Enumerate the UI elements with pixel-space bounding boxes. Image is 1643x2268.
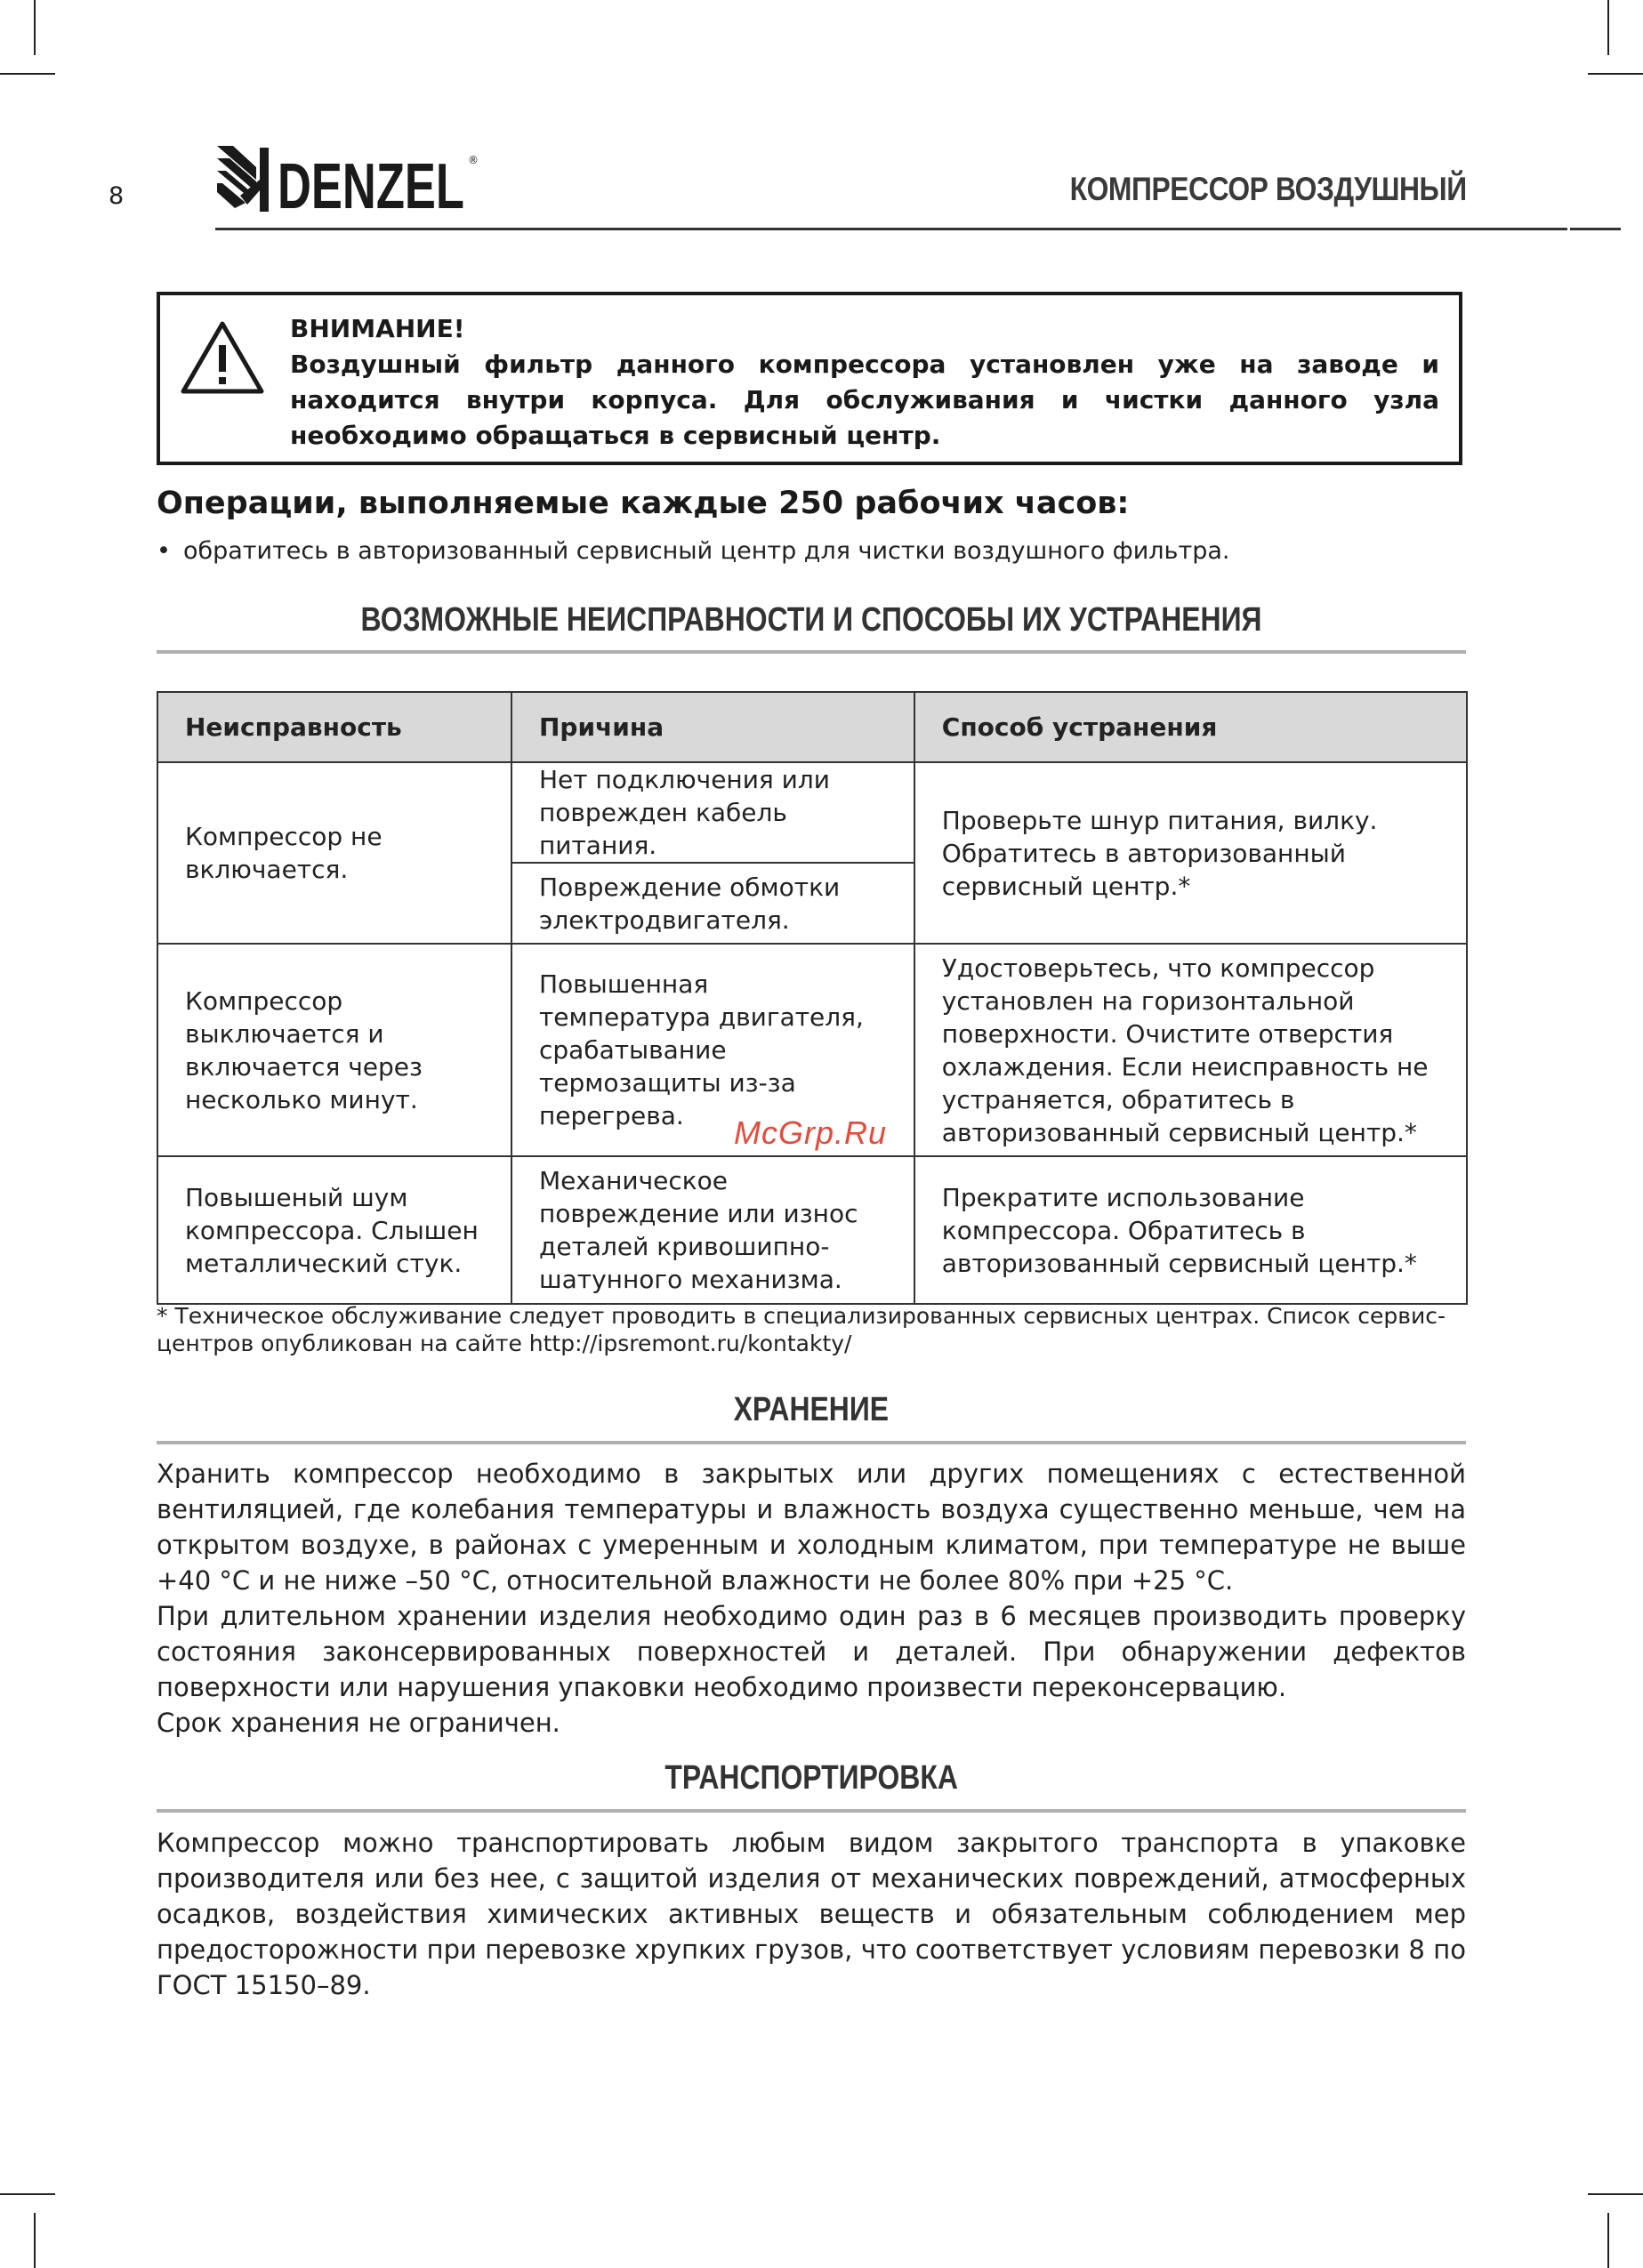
warning-text-block	[290, 311, 1439, 454]
warning-message: Воздушный фильтр данного компрессора установлен уже на заводе и находится внутри корпуса. Для обслуживания и чистки данного узла необходимо обращаться в сервисный центр.	[290, 350, 1439, 450]
section-rule	[157, 1809, 1466, 1813]
storage-title-text: ХРАНЕНИЕ	[733, 1391, 890, 1428]
storage-section-title	[157, 1391, 1466, 1429]
page-number: 8	[109, 182, 125, 210]
faults-title-text: ВОЗМОЖНЫЕ НЕИСПРАВНОСТИ И СПОСОБЫ ИХ УСТРАНЕНИЯ	[360, 601, 1262, 639]
cause-cell: Повреждение обмотки электродвигателя.	[511, 863, 914, 944]
crop-mark	[34, 2213, 36, 2268]
list-item	[157, 537, 1229, 565]
transport-section-title	[157, 1759, 1466, 1798]
list-item-text: обратитесь в авторизованный сервисный центр для чистки воздушного фильтра.	[182, 537, 1230, 565]
warning-triangle-icon	[180, 318, 265, 397]
storage-text	[157, 1456, 1466, 1741]
crop-mark	[1588, 2193, 1643, 2195]
crop-mark	[0, 2193, 55, 2195]
cause-cell: Повышенная температура двигателя, срабатывание термозащиты из-за перегрева.	[511, 944, 914, 1156]
svg-text:DENZEL: DENZEL	[278, 151, 464, 221]
column-header: Причина	[511, 692, 914, 762]
header-title: КОМПРЕССОР ВОЗДУШНЫЙ	[1069, 171, 1467, 207]
crop-mark	[1607, 0, 1609, 55]
header-rule	[215, 228, 1567, 230]
transport-title-text: ТРАНСПОРТИРОВКА	[664, 1759, 958, 1797]
faults-section-title	[157, 601, 1466, 639]
crop-mark	[1607, 2213, 1609, 2268]
remedy-cell: Прекратите использование компрессора. Обратитесь в авторизованный сервисный центр.*	[914, 1156, 1467, 1304]
paragraph: При длительном хранении изделия необходимо один раз в 6 месяцев производить проверку состояния законсервированных поверхностей и деталей. При обнаружении дефектов поверхности или нарушения упаковки необходимо произвести переконсервацию.	[157, 1601, 1466, 1702]
section-rule	[157, 1441, 1466, 1444]
problem-cell: Компрессор выключается и включается через несколько минут.	[157, 944, 511, 1156]
problem-cell: Повышеный шум компрессора. Слышен металлический стук.	[157, 1156, 511, 1304]
cause-cell: Нет подключения или поврежден кабель питания.	[511, 762, 914, 863]
paragraph: Хранить компрессор необходимо в закрытых или других помещениях с естественной вентиляцией, где колебания температуры и влажность воздуха существенно меньше, чем на открытом воздухе, в районах с умеренным и холодным климатом, при температуре не выше +40 °С и не ниже –50 °С, относительной влажности не более 80% при +25 °С.	[157, 1459, 1466, 1596]
column-header: Способ устранения	[914, 692, 1467, 762]
denzel-logo	[213, 141, 480, 221]
paragraph: Срок хранения не ограничен.	[157, 1708, 560, 1738]
table-row	[157, 762, 1467, 863]
table-header-row	[157, 692, 1467, 762]
faults-table	[157, 691, 1468, 1305]
table-row	[157, 1156, 1467, 1304]
column-header: Неисправность	[157, 692, 511, 762]
logo-emblem-icon	[217, 146, 269, 212]
operations-heading: Операции, выполняемые каждые 250 рабочих часов:	[157, 486, 1130, 521]
remedy-cell: Удостоверьтесь, что компрессор установлен на горизонтальной поверхности. Очистите отверстия охлаждения. Если неисправность не устраняется, обратитесь в авторизованный сервисный центр.*	[914, 944, 1467, 1156]
section-rule	[157, 650, 1466, 654]
header-rule-right	[1570, 228, 1621, 230]
remedy-cell: Проверьте шнур питания, вилку. Обратитесь в авторизованный сервисный центр.*	[914, 762, 1467, 944]
svg-text:®: ®	[468, 154, 479, 166]
bullet: •	[157, 537, 171, 565]
warning-box	[157, 292, 1462, 465]
paragraph: Компрессор можно транспортировать любым видом закрытого транспорта в упаковке производителя или без нее, с защитой изделия от механических повреждений, атмосферных осадков, воздействия химических активных веществ и обязательным соблюдением мер предосторожности при перевозке хрупких грузов, что соответствует условиям перевозки 8 по ГОСТ 15150–89.	[157, 1828, 1466, 2000]
warning-title: ВНИМАНИЕ!	[290, 314, 465, 343]
crop-mark	[34, 0, 36, 55]
footnote: * Техническое обслуживание следует проводить в специализированных сервисных центрах. Список сервис-центров опубликован на сайте http://ipsremont.ru/kontakty/	[157, 1303, 1446, 1356]
crop-mark	[1588, 73, 1643, 75]
transport-text	[157, 1825, 1466, 2003]
problem-cell: Компрессор не включается.	[157, 762, 511, 944]
crop-mark	[0, 73, 55, 75]
cause-cell: Механическое повреждение или износ деталей кривошипно-шатунного механизма.	[511, 1156, 914, 1304]
watermark: McGrp.Ru	[734, 1114, 888, 1151]
